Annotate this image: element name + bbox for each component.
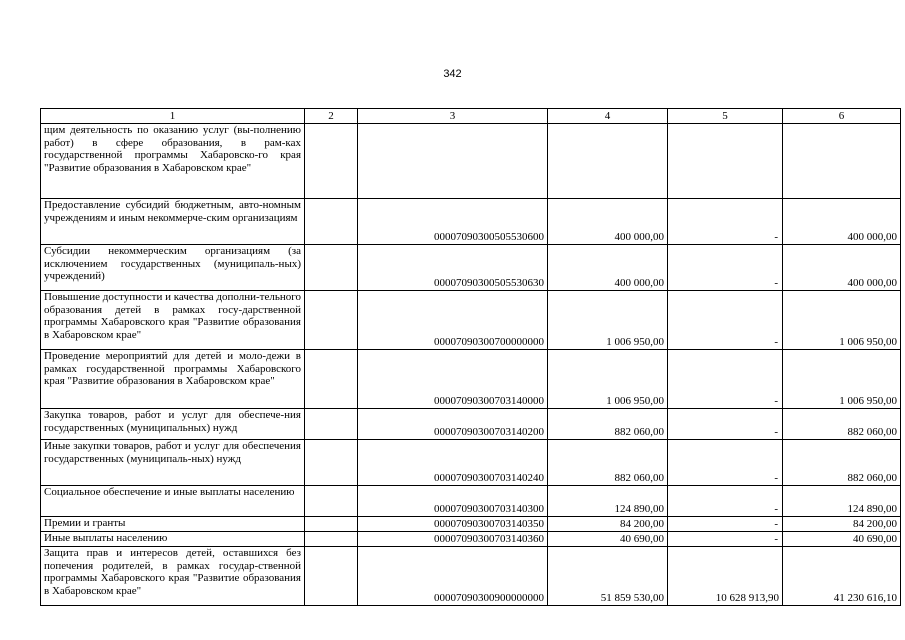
row-value-6: 1 006 950,00 [783,350,901,409]
row-value-5: - [668,440,783,486]
row-value-5: - [668,350,783,409]
table-row [41,350,901,409]
row-col2 [305,350,358,409]
row-value-6: 84 200,00 [783,517,901,532]
row-value-5: - [668,517,783,532]
row-code: 00007090300703140350 [358,517,548,532]
row-value-6: 400 000,00 [783,245,901,291]
row-code: 00007090300703140300 [358,486,548,517]
column-header-3: 3 [358,109,548,124]
table-row [41,199,901,245]
row-value-4: 1 006 950,00 [548,291,668,350]
row-value-6: 41 230 616,10 [783,547,901,606]
row-value-5: 10 628 913,90 [668,547,783,606]
table-header-row [41,109,901,124]
row-value-4: 124 890,00 [548,486,668,517]
row-value-6 [783,124,901,199]
row-col2 [305,547,358,606]
row-col2 [305,409,358,440]
row-name: Закупка товаров, работ и услуг для обеспече-ния государственных (муниципальных) нужд [41,409,305,440]
row-name: Проведение мероприятий для детей и моло-дежи в рамках государственной программы Хабаровского края "Развитие образования в Хабаровском крае" [41,350,305,409]
row-value-5: - [668,291,783,350]
row-value-4: 84 200,00 [548,517,668,532]
row-col2 [305,532,358,547]
row-code: 00007090300900000000 [358,547,548,606]
row-col2 [305,291,358,350]
column-header-2: 2 [305,109,358,124]
row-name: Субсидии некоммерческим организациям (за исключением государственных (муниципаль-ных) учреждений) [41,245,305,291]
row-col2 [305,440,358,486]
row-code: 00007090300703140360 [358,532,548,547]
table-row [41,517,901,532]
table-row [41,291,901,350]
row-value-5: - [668,245,783,291]
budget-table [40,108,901,606]
row-code: 00007090300700000000 [358,291,548,350]
page-number: 342 [443,68,462,80]
row-code: 00007090300505530630 [358,245,548,291]
column-header-5: 5 [668,109,783,124]
row-value-6: 882 060,00 [783,409,901,440]
row-col2 [305,517,358,532]
table-row [41,124,901,199]
table-row [41,440,901,486]
row-code: 00007090300703140000 [358,350,548,409]
row-col2 [305,486,358,517]
row-value-5: - [668,199,783,245]
row-col2 [305,199,358,245]
row-value-4: 1 006 950,00 [548,350,668,409]
row-code: 00007090300505530600 [358,199,548,245]
row-value-6: 400 000,00 [783,199,901,245]
row-value-4: 400 000,00 [548,199,668,245]
row-code: 00007090300703140200 [358,409,548,440]
row-value-6: 124 890,00 [783,486,901,517]
row-value-5 [668,124,783,199]
row-name: Премии и гранты [41,517,305,532]
row-name: Защита прав и интересов детей, оставшихся без попечения родителей, в рамках государ-ственной программы Хабаровского края "Развитие образования в Хабаровском крае" [41,547,305,606]
row-value-6: 40 690,00 [783,532,901,547]
row-value-6: 882 060,00 [783,440,901,486]
row-name: Иные выплаты населению [41,532,305,547]
row-code: 00007090300703140240 [358,440,548,486]
row-name: щим деятельность по оказанию услуг (вы-полнению работ) в сфере образования, в рам-ках государственной программы Хабаровско-го края "Развитие образования в Хабаровском крае" [41,124,305,199]
row-name: Иные закупки товаров, работ и услуг для обеспечения государственных (муниципаль-ных) нужд [41,440,305,486]
row-value-4: 400 000,00 [548,245,668,291]
table-row [41,547,901,606]
table-row [41,532,901,547]
table-row [41,245,901,291]
row-name: Социальное обеспечение и иные выплаты населению [41,486,305,517]
column-header-1: 1 [41,109,305,124]
row-value-4: 882 060,00 [548,440,668,486]
row-value-5: - [668,486,783,517]
row-value-4: 40 690,00 [548,532,668,547]
row-value-4: 51 859 530,00 [548,547,668,606]
row-value-4: 882 060,00 [548,409,668,440]
table-row [41,409,901,440]
row-col2 [305,245,358,291]
row-name: Предоставление субсидий бюджетным, авто-номным учреждениям и иным некоммерче-ским организациям [41,199,305,245]
table-row [41,486,901,517]
row-col2 [305,124,358,199]
row-name: Повышение доступности и качества дополни-тельного образования детей в рамках госу-дарственной программы Хабаровского края "Развитие образования в Хабаровском крае" [41,291,305,350]
row-value-6: 1 006 950,00 [783,291,901,350]
row-code [358,124,548,199]
row-value-5: - [668,532,783,547]
row-value-5: - [668,409,783,440]
column-header-4: 4 [548,109,668,124]
column-header-6: 6 [783,109,901,124]
row-value-4 [548,124,668,199]
